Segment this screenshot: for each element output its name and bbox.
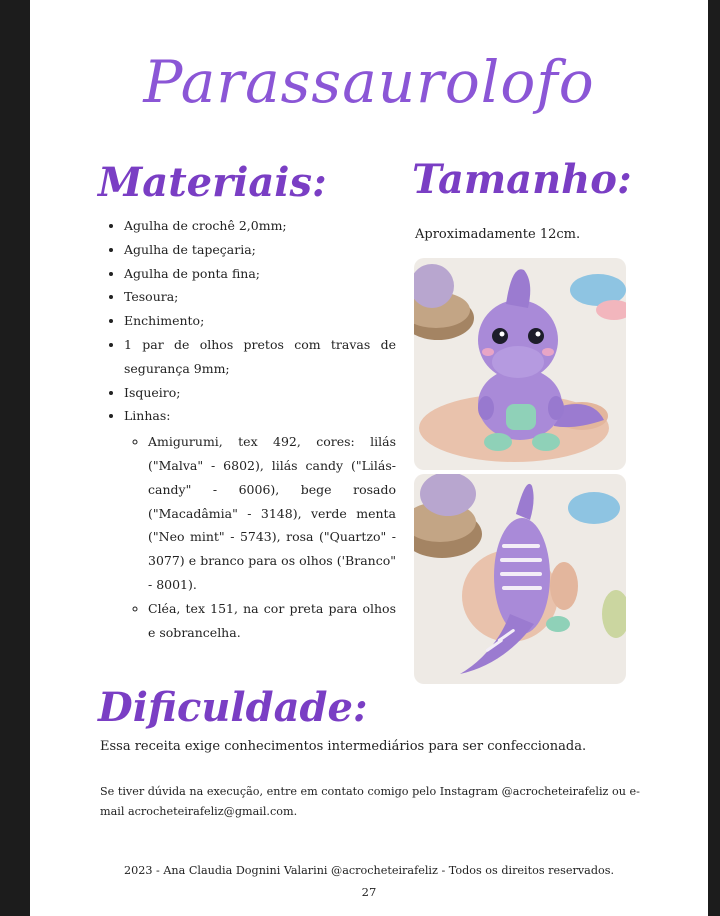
copyright-footer: 2023 - Ana Claudia Dognini Valarini @acrocheteirafeliz - Todos os direitos reservados. [123, 864, 615, 877]
list-item: • Agulha de ponta fina; [124, 262, 396, 286]
materials-list [102, 214, 396, 644]
list-item: • Agulha de tapeçaria; [124, 238, 396, 262]
page-number: 27 [361, 885, 377, 899]
yarns-sublist [124, 430, 396, 644]
document-page [30, 0, 708, 916]
toy-back-photo [414, 474, 626, 684]
list-item: • Enchimento; [124, 309, 396, 333]
difficulty-text: Essa receita exige conhecimentos intermediários para ser confeccionada. [100, 739, 587, 754]
list-item: • Tesoura; [124, 285, 396, 309]
list-item: • Isqueiro; [124, 381, 396, 405]
list-item-yarns [124, 404, 396, 644]
list-item: • Agulha de crochê 2,0mm; [124, 214, 396, 238]
materials-heading: Materiais: [98, 159, 327, 206]
toy-front-photo [414, 258, 626, 470]
size-heading: Tamanho: [412, 156, 632, 203]
contact-text: Se tiver dúvida na execução, entre em contato comigo pelo Instagram @acrocheteirafeliz ou e-mail acrocheteirafeliz@gmail.com. [100, 785, 640, 818]
yarn-item: ◦ Amigurumi, tex 492, cores: lilás ("Malva" - 6802), lilás candy ("Lilás-candy" - 6006), bege rosado ("Macadâmia" - 3148), verde menta ("Neo mint" - 5743), rosa ("Quartzo" - 3077) e branco para os olhos ('Branco" - 8001). [148, 430, 396, 597]
yarns-label: Linhas: [124, 408, 171, 424]
toy-front-illustration [414, 258, 626, 470]
size-text: Aproximadamente 12cm. [415, 227, 581, 242]
left-dark-margin [0, 0, 30, 916]
difficulty-heading: Dificuldade: [98, 684, 368, 731]
yarn-item: ◦ Cléa, tex 151, na cor preta para olhos e sobrancelha. [148, 597, 396, 645]
page-title: Parassaurolofo [143, 48, 595, 116]
right-dark-margin [708, 0, 720, 916]
list-item: • 1 par de olhos pretos com travas de segurança 9mm; [124, 333, 396, 381]
toy-back-illustration [414, 474, 626, 684]
